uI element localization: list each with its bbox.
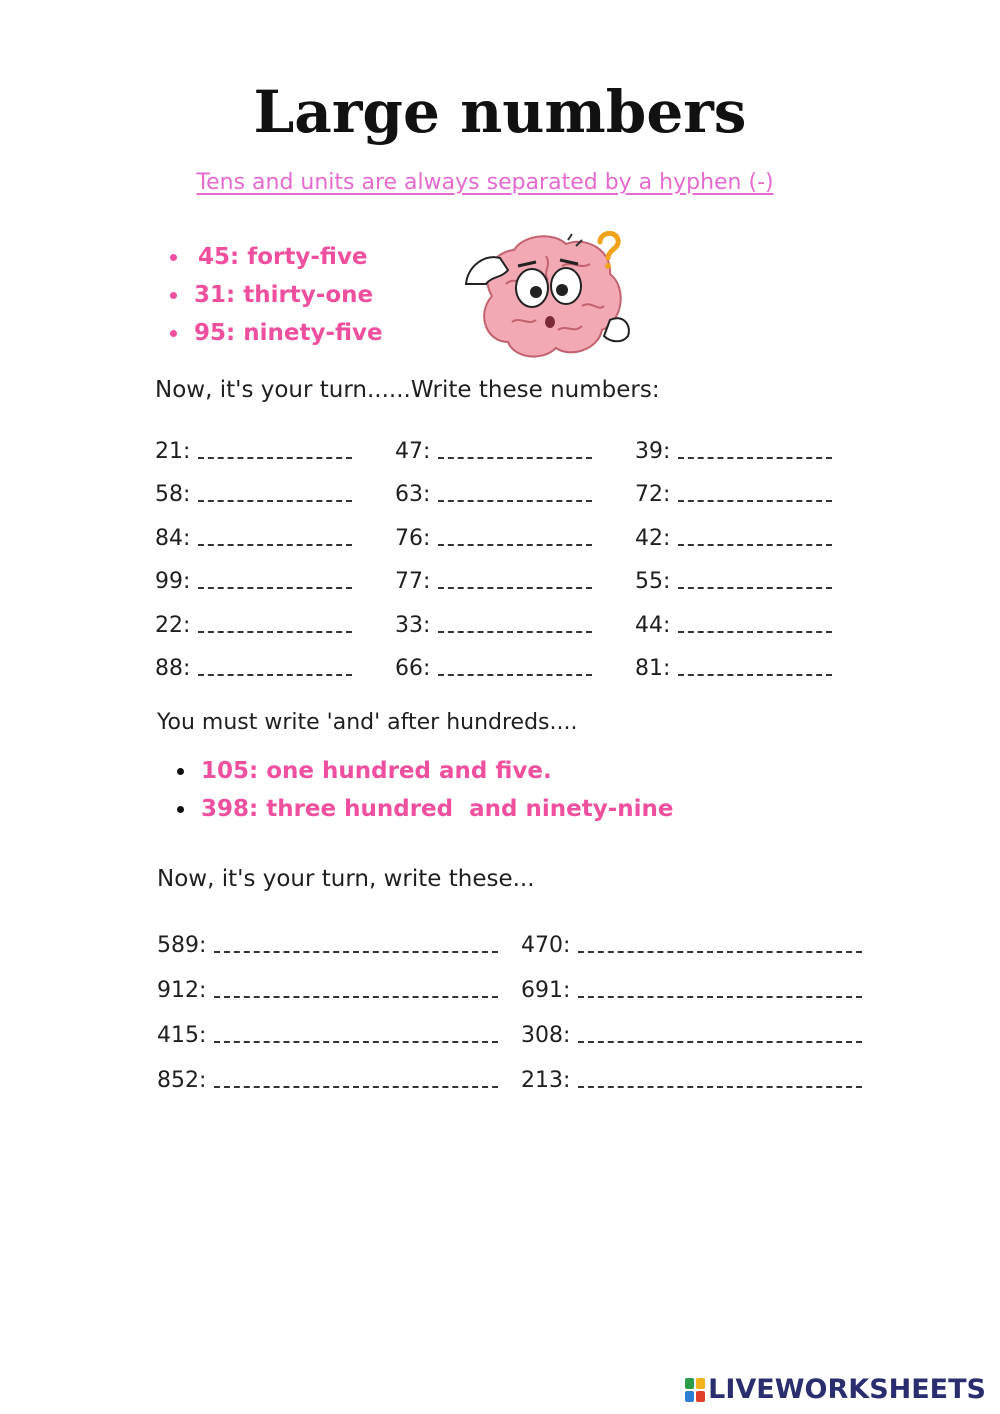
answer-blank[interactable]	[198, 540, 352, 546]
answer-row	[157, 1063, 498, 1093]
number-label: 99:	[155, 569, 191, 594]
answer-row	[635, 564, 832, 594]
number-label: 308:	[521, 1023, 571, 1048]
answer-blank[interactable]	[438, 627, 592, 633]
answer-row	[521, 1063, 862, 1093]
answer-blank[interactable]	[578, 992, 862, 998]
answer-blank[interactable]	[678, 496, 832, 502]
answer-row	[635, 651, 832, 681]
answer-blank[interactable]	[214, 947, 498, 953]
answer-row	[155, 477, 352, 507]
answer-row	[521, 973, 862, 1003]
answer-blank[interactable]	[678, 540, 832, 546]
answer-blank[interactable]	[678, 627, 832, 633]
answer-blank[interactable]	[578, 1037, 862, 1043]
answer-row	[395, 434, 592, 464]
hundreds-examples-list	[175, 752, 674, 828]
hundreds-example-item: 398: three hundred and ninety-nine	[175, 790, 674, 828]
answer-row	[157, 973, 498, 1003]
answer-row	[155, 434, 352, 464]
number-label: 88:	[155, 656, 191, 681]
answer-blank[interactable]	[438, 453, 592, 459]
number-label: 66:	[395, 656, 431, 681]
answer-row	[155, 651, 352, 681]
answer-row	[395, 608, 592, 638]
number-label: 22:	[155, 613, 191, 638]
answer-row	[155, 564, 352, 594]
logo-text: LIVEWORKSHEETS	[708, 1374, 986, 1405]
number-label: 213:	[521, 1068, 571, 1093]
number-label: 691:	[521, 978, 571, 1003]
answer-blank[interactable]	[198, 583, 352, 589]
answer-row	[157, 1018, 498, 1048]
number-label: 470:	[521, 933, 571, 958]
number-label: 415:	[157, 1023, 207, 1048]
answer-row	[635, 608, 832, 638]
answer-row	[395, 651, 592, 681]
instruction-hundreds: You must write 'and' after hundreds....	[157, 710, 578, 735]
answer-row	[157, 928, 498, 958]
answer-row	[155, 521, 352, 551]
number-label: 81:	[635, 656, 671, 681]
hundreds-example-item: 105: one hundred and five.	[175, 752, 674, 790]
answer-row	[635, 434, 832, 464]
answer-blank[interactable]	[198, 670, 352, 676]
answer-blank[interactable]	[678, 583, 832, 589]
number-label: 21:	[155, 439, 191, 464]
tens-example-item: 95: ninety-five	[168, 314, 383, 352]
answer-row	[521, 1018, 862, 1048]
number-label: 58:	[155, 482, 191, 507]
page-subtitle: Tens and units are always separated by a hyphen (-)	[196, 170, 774, 195]
tens-example-item: 31: thirty-one	[168, 276, 383, 314]
number-label: 63:	[395, 482, 431, 507]
answer-blank[interactable]	[198, 627, 352, 633]
number-label: 589:	[157, 933, 207, 958]
liveworksheets-logo-icon	[685, 1378, 705, 1402]
answer-blank[interactable]	[678, 670, 832, 676]
answer-row	[521, 928, 862, 958]
number-label: 39:	[635, 439, 671, 464]
answer-blank[interactable]	[438, 670, 592, 676]
answer-row	[635, 521, 832, 551]
answer-blank[interactable]	[214, 1082, 498, 1088]
answer-row	[395, 477, 592, 507]
tens-example-item: 45: forty-five	[168, 238, 383, 276]
answer-blank[interactable]	[438, 583, 592, 589]
liveworksheets-logo	[685, 1374, 986, 1405]
answer-row	[395, 564, 592, 594]
instruction-write-these: Now, it's your turn, write these...	[157, 866, 535, 892]
number-label: 44:	[635, 613, 671, 638]
number-label: 42:	[635, 526, 671, 551]
answer-blank[interactable]	[214, 1037, 498, 1043]
answer-blank[interactable]	[198, 453, 352, 459]
answer-blank[interactable]	[214, 992, 498, 998]
number-label: 33:	[395, 613, 431, 638]
page-title: Large numbers	[253, 78, 747, 146]
answer-blank[interactable]	[198, 496, 352, 502]
number-label: 912:	[157, 978, 207, 1003]
number-label: 84:	[155, 526, 191, 551]
answer-row	[155, 608, 352, 638]
number-label: 852:	[157, 1068, 207, 1093]
number-label: 77:	[395, 569, 431, 594]
number-label: 47:	[395, 439, 431, 464]
answer-row	[395, 521, 592, 551]
number-label: 72:	[635, 482, 671, 507]
answer-row	[635, 477, 832, 507]
answer-blank[interactable]	[578, 947, 862, 953]
answer-blank[interactable]	[578, 1082, 862, 1088]
tens-examples-list	[168, 238, 383, 352]
answer-blank[interactable]	[438, 540, 592, 546]
number-label: 55:	[635, 569, 671, 594]
answer-blank[interactable]	[678, 453, 832, 459]
thinking-brain-icon	[462, 226, 634, 366]
answer-blank[interactable]	[438, 496, 592, 502]
number-label: 76:	[395, 526, 431, 551]
instruction-tens: Now, it's your turn......Write these numbers:	[155, 377, 660, 403]
